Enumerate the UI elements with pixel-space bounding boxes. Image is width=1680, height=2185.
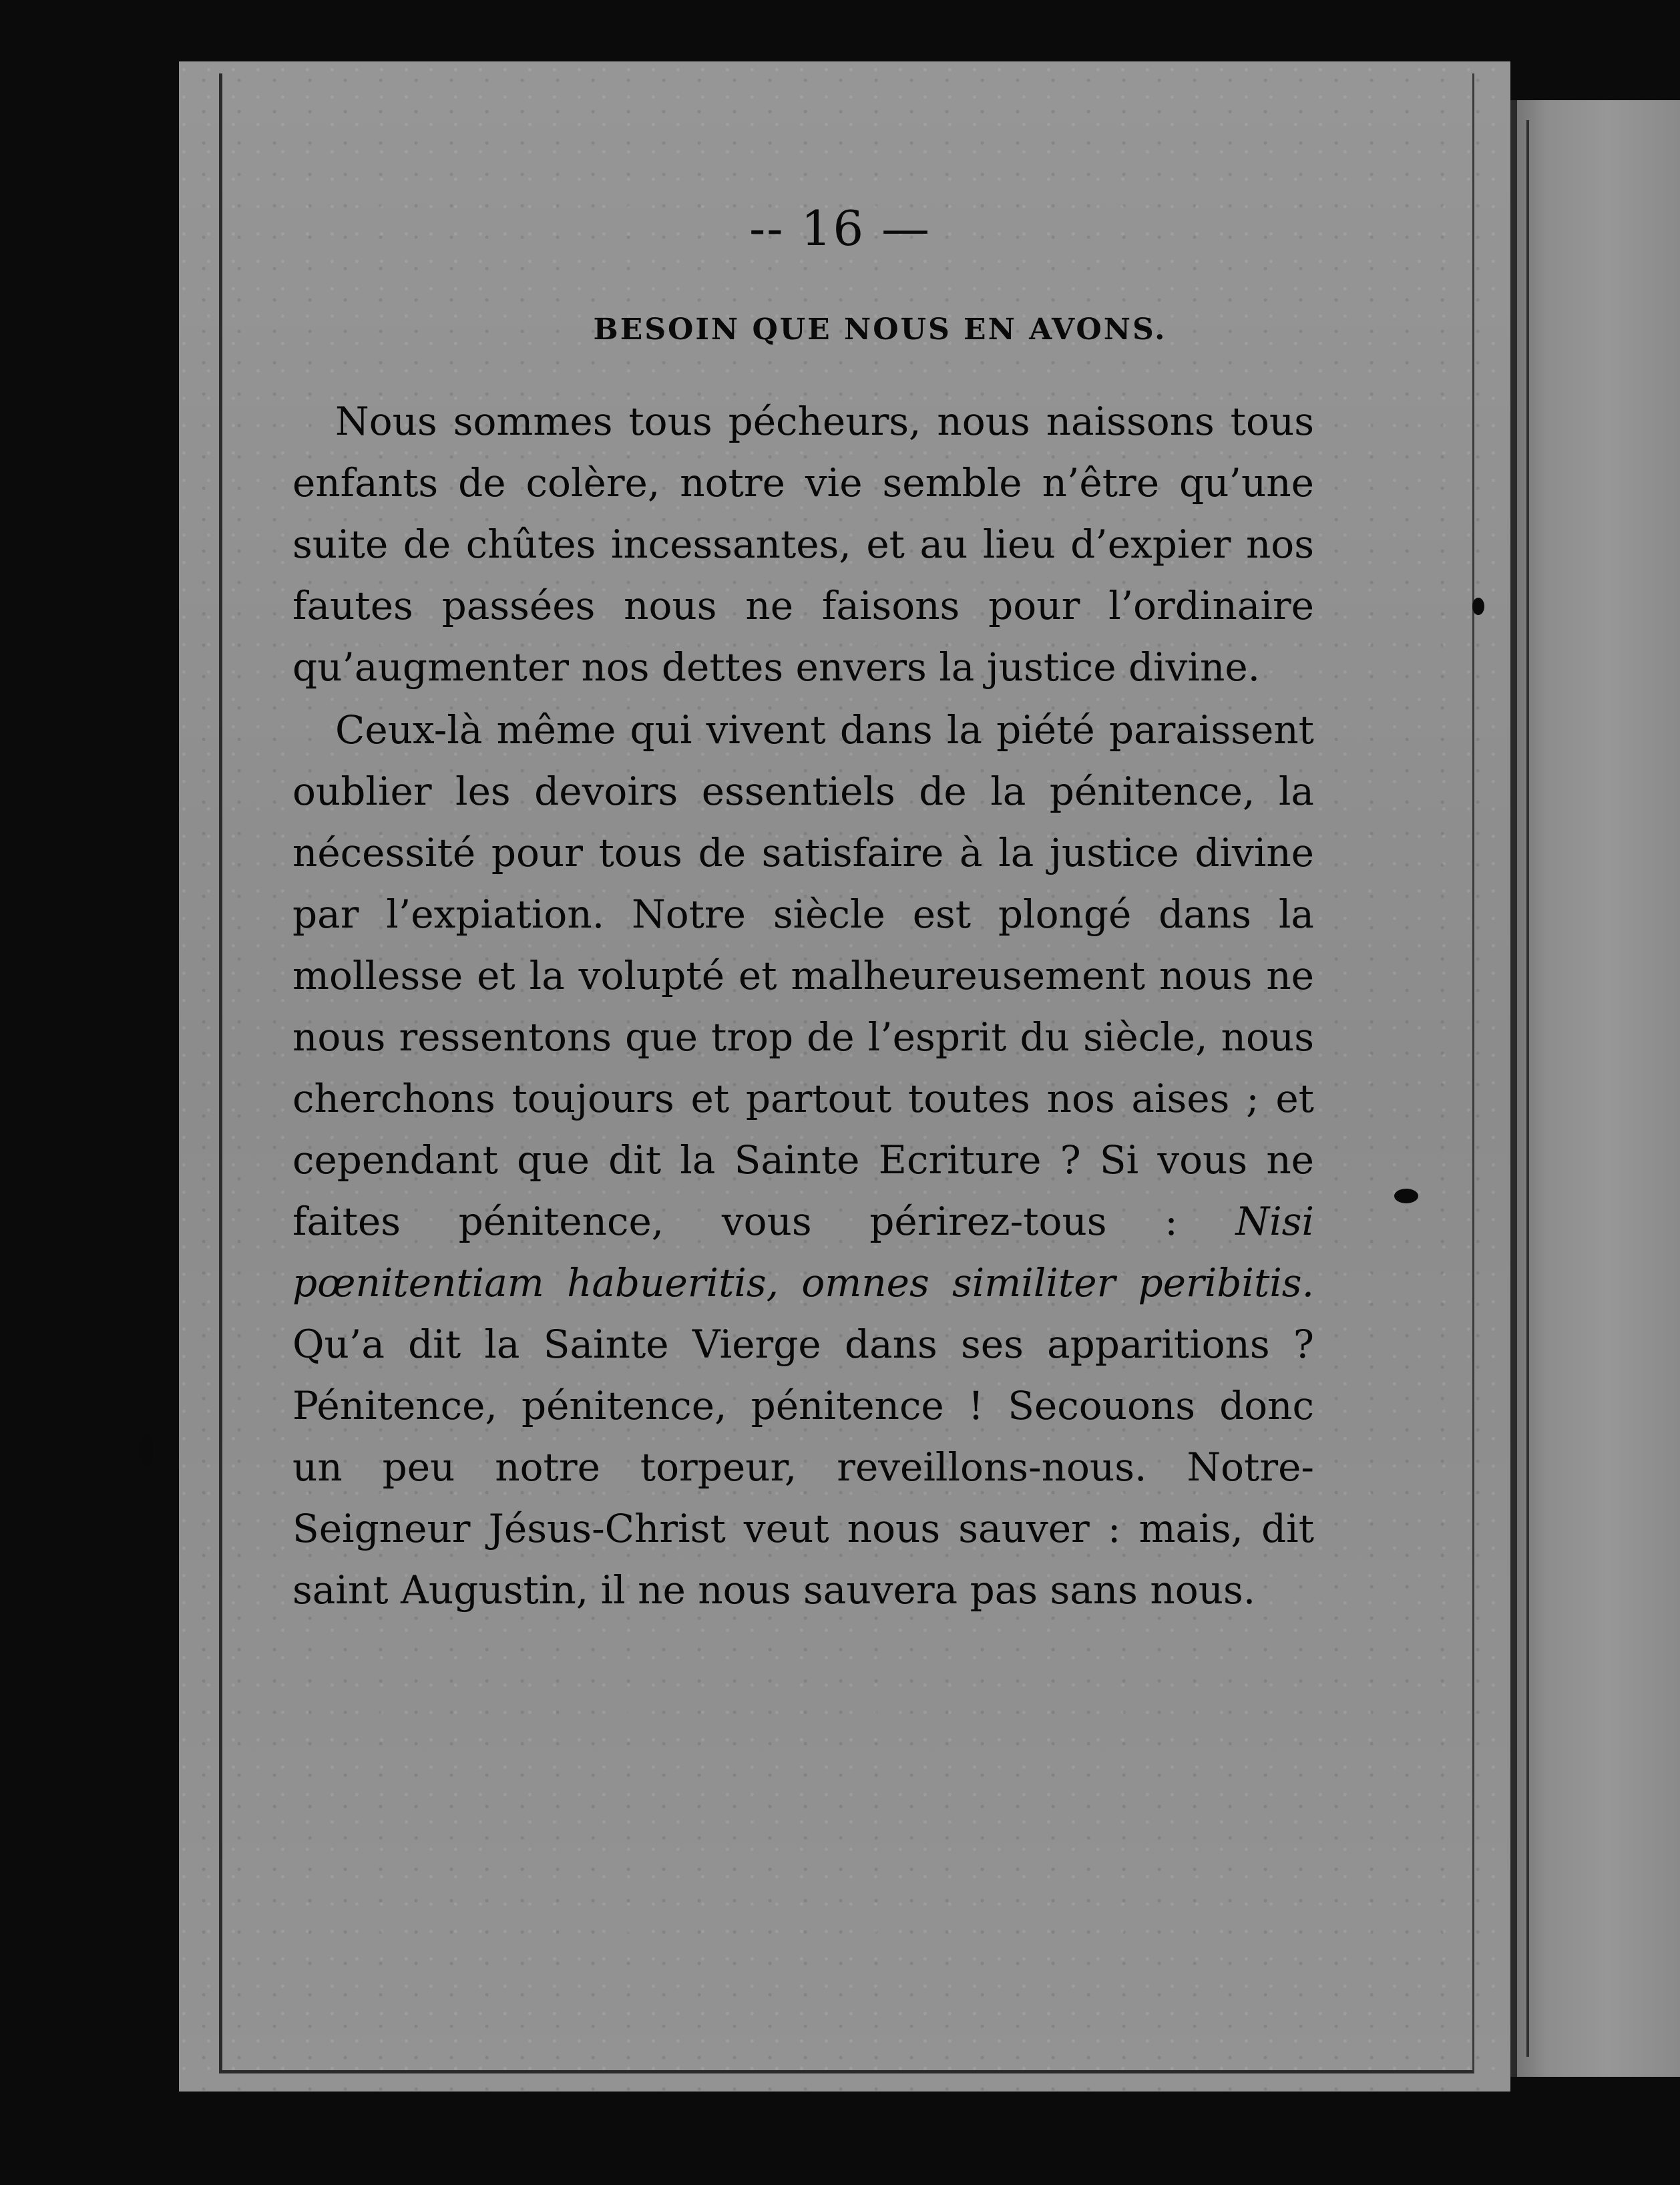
ink-blot [1472, 598, 1484, 615]
ink-blot [139, 1436, 154, 1468]
paragraph-1 [292, 391, 1314, 698]
ink-blot [1394, 1189, 1418, 1203]
paragraph-2-text-b: Qu’a dit la Sainte Vierge dans ses apparitions ? Pénitence, pénitence, pénitence ! Secouons donc un peu notre torpeur, reveillons-nous. Notre-Seigneur Jésus-Christ veut nous sauver : mais, dit saint Augustin, il ne nous sauvera pas sans nous. [292, 1322, 1314, 1613]
facing-page-edge [1502, 100, 1680, 2077]
paragraph-2-text-a: Ceux-là même qui vivent dans la piété paraissent oublier les devoirs essentiels de la pénitence, la nécessité pour tous de satisfaire à la justice divine par l’expiation. Notre siècle est plongé dans la mollesse et la volupté et malheureusement nous ne nous ressentons que trop de l’esprit du siècle, nous cherchons toujours et partout toutes nos aises ; et cependant que dit la Sainte Ecriture ? Si vous ne faites pénitence, vous périrez-tous : [292, 707, 1314, 1244]
body-text [292, 391, 1314, 1621]
latin-quotation: Nisi pœnitentiam habueritis, omnes similiter peribitis. [292, 1199, 1314, 1306]
page-number: -- 16 — [749, 200, 931, 256]
section-heading: BESOIN QUE NOUS EN AVONS. [593, 313, 1167, 347]
facing-page-rule [1526, 120, 1529, 2057]
paragraph-1-text: Nous sommes tous pécheurs, nous naissons tous enfants de colère, notre vie semble n’être qu’une suite de chûtes incessantes, et au lieu d’expier nos fautes passées nous ne faisons pour l’ordinaire qu’augmenter nos dettes envers la justice divine. [292, 399, 1314, 690]
paragraph-2 [292, 699, 1314, 1621]
